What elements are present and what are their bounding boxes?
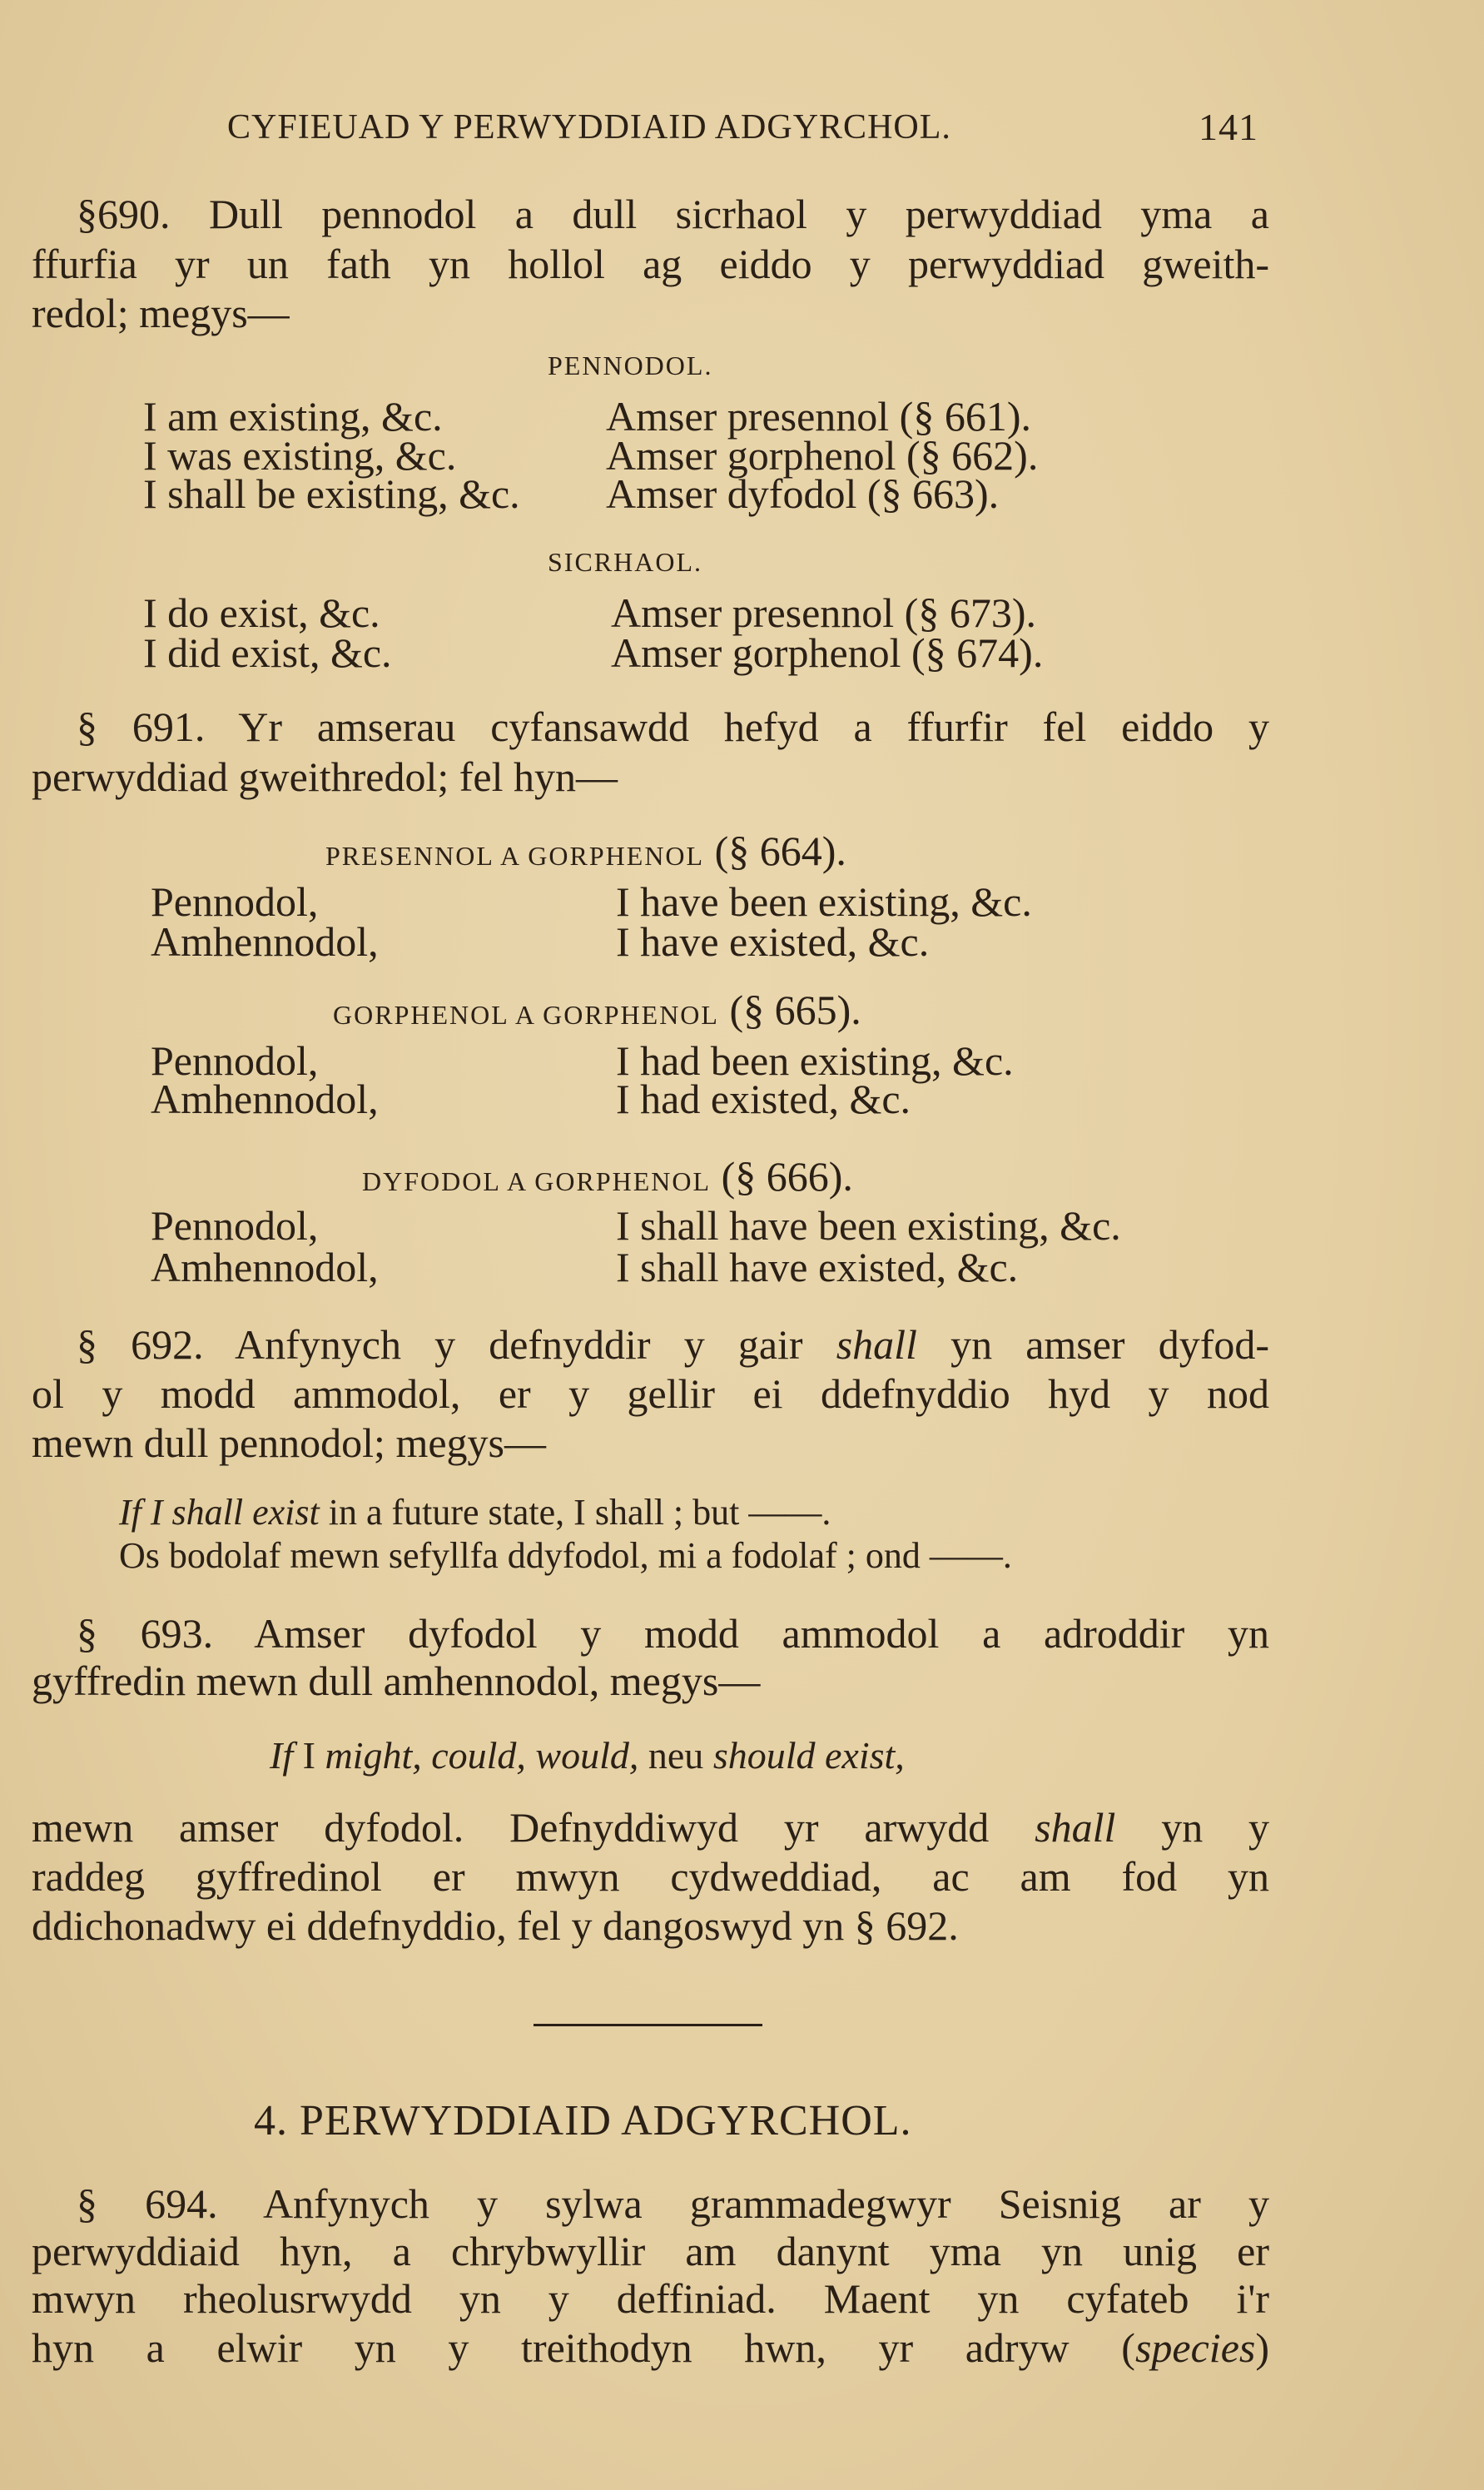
table-cell: I am existing, &c. [143,393,443,440]
table-heading [325,827,846,875]
text-line: raddeg gyffredinol er mwyn cydweddiad, ac am fod yn [32,1853,1269,1900]
heading-text: GORPHENOL A GORPHENOL [333,1000,719,1030]
italic-text: If [270,1734,294,1777]
italic-text: If I shall exist [119,1492,320,1533]
header-title: CYFIEUAD Y PERWYDDIAID ADGYRCHOL. [227,108,951,147]
example-line [270,1732,905,1780]
text-line: ol y modd ammodol, er y gellir ei ddefnyddio hyd y nod [32,1370,1269,1417]
text: I [302,1734,315,1777]
table-cell: Pennodol, [151,1037,319,1084]
table-heading [333,986,861,1034]
text-line [32,2324,1269,2372]
table-cell: Amser dyfodol (§ 663). [606,470,1000,517]
italic-text: should exist, [712,1734,905,1777]
section-divider [534,2024,762,2026]
table-cell: Amser gorphenol (§ 662). [606,432,1039,479]
table-cell: Pennodol, [151,1202,319,1249]
table-cell: I had existed, &c. [616,1076,911,1122]
text-line: ffurfia yr un fath yn hollol ag eiddo y perwyddiad gweith- [32,241,1269,287]
text-line: mewn dull pennodol; megys— [32,1419,546,1466]
text-line [32,1803,1269,1851]
table-cell: Amhennodol, [151,1244,379,1290]
text: yn y [1161,1804,1270,1851]
table-cell: Amser gorphenol (§ 674). [611,629,1044,676]
text: yn amser dyfod- [950,1321,1269,1368]
text: mewn amser dyfodol. Defnyddiwyd yr arwydd [32,1804,990,1851]
table-heading: PENNODOL. [548,350,713,380]
italic-text: species [1134,2324,1256,2371]
table-cell: Amhennodol, [151,1076,379,1122]
text: hyn a elwir yn y treithodyn hwn, yr adryw ( [32,2324,1135,2371]
text: in a future state, I shall ; but ——. [328,1492,831,1533]
text-line: § 691. Yr amserau cyfansawdd hefyd a ffurfir fel eiddo y [77,703,1269,750]
heading-ref: (§ 666). [721,1153,853,1200]
table-cell: I shall have been existing, &c. [616,1202,1121,1249]
text-line: mwyn rheolusrwydd yn y deffiniad. Maent yn cyfateb i'r [32,2275,1269,2322]
text: ) [1255,2324,1269,2371]
table-cell: I do exist, &c. [143,589,380,636]
text-line: redol; megys— [32,290,290,336]
text-line: perwyddiad gweithredol; fel hyn— [32,753,618,800]
text-line [119,1489,831,1537]
text-line: §690. Dull pennodol a dull sicrhaol y perwyddiad yma a [77,191,1269,237]
section-heading: 4. PERWYDDIAID ADGYRCHOL. [254,2097,912,2145]
heading-ref: (§ 664). [714,828,846,874]
table-cell: Amser presennol (§ 661). [606,393,1031,440]
table-cell: Amser presennol (§ 673). [611,589,1036,636]
text-line: § 693. Amser dyfodol y modd ammodol a adroddir yn [77,1610,1269,1657]
table-cell: Pennodol, [151,878,319,925]
table-heading [362,1152,853,1200]
text-line: Os bodolaf mewn sefyllfa ddyfodol, mi a fodolaf ; ond ——. [119,1535,1012,1576]
heading-text: DYFODOL A GORPHENOL [362,1166,712,1196]
table-cell: I shall be existing, &c. [143,470,520,517]
italic-text: shall [1035,1804,1116,1851]
text-line [77,1320,1269,1369]
table-cell: I have existed, &c. [616,918,930,965]
table-cell: I have been existing, &c. [616,878,1032,925]
table-heading: SICRHAOL. [548,547,703,577]
heading-ref: (§ 665). [729,987,861,1033]
text: § 692. Anfynych y defnyddir y gair [77,1321,803,1368]
table-cell: Amhennodol, [151,918,379,965]
text-line: gyffredin mewn dull amhennodol, megys— [32,1658,761,1704]
text-line: ddichonadwy ei ddefnyddio, fel y dangoswyd yn § 692. [32,1902,959,1949]
text: neu [648,1734,704,1777]
heading-text: PRESENNOL A GORPHENOL [325,841,705,871]
table-cell: I shall have existed, &c. [616,1244,1019,1290]
italic-text: might, could, would, [325,1734,639,1777]
table-cell: I had been existing, &c. [616,1037,1014,1084]
italic-text: shall [836,1321,917,1368]
text-line: § 694. Anfynych y sylwa grammadegwyr Seisnig ar y [77,2180,1269,2227]
text-line: perwyddiaid hyn, a chrybwyllir am danynt yma yn unig er [32,2228,1269,2274]
table-cell: I was existing, &c. [143,432,457,479]
page-number: 141 [1199,106,1258,148]
table-cell: I did exist, &c. [143,629,392,676]
